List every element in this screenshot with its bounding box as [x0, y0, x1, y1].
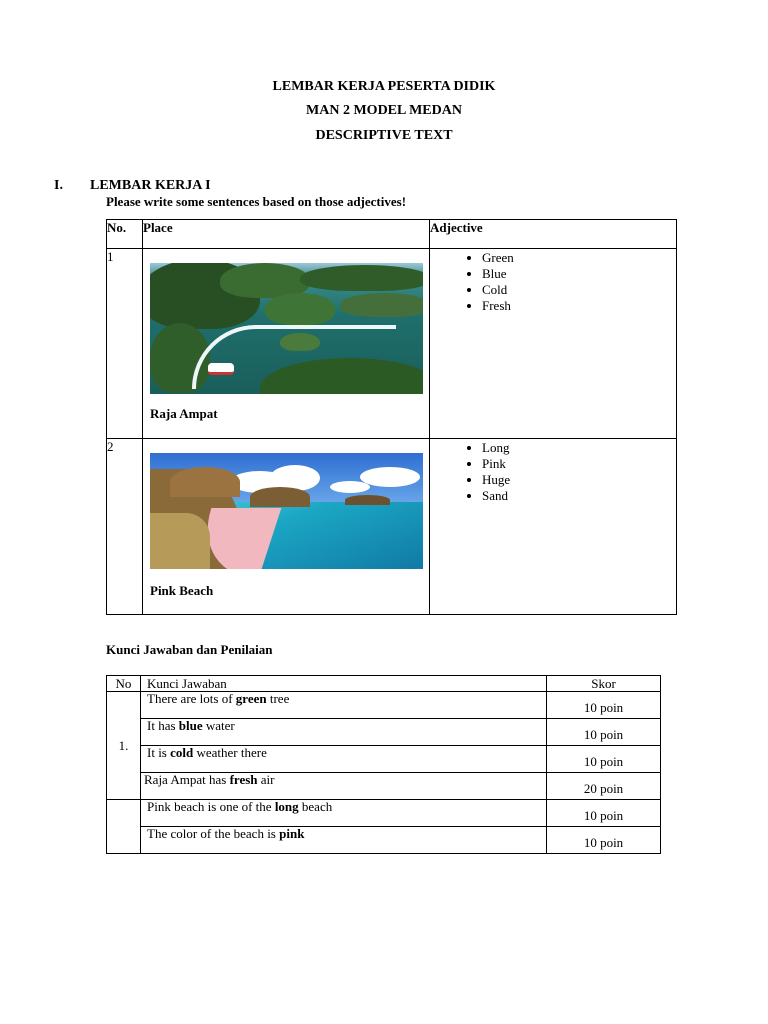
table-row: [107, 746, 661, 773]
list-item: • Fresh: [482, 298, 676, 314]
place-name: Pink Beach: [150, 583, 214, 598]
score-value: 10 poin: [547, 827, 661, 854]
answer-key-title: Kunci Jawaban dan Penilaian: [106, 642, 273, 657]
document-title: LEMBAR KERJA PESERTA DIDIK: [272, 79, 496, 94]
table-row: [107, 773, 661, 800]
section-title: LEMBAR KERJA I: [90, 178, 211, 193]
answer-text: Raja Ampat has fresh air: [141, 773, 547, 800]
worksheet-table: [106, 219, 677, 615]
score-value: 10 poin: [547, 719, 661, 746]
school-name: MAN 2 MODEL MEDAN: [306, 103, 462, 118]
place-name: Raja Ampat: [150, 406, 218, 421]
instruction: Please write some sentences based on those adjectives!: [106, 194, 407, 209]
list-item: • Cold: [482, 282, 676, 298]
row-number: 1: [107, 249, 143, 439]
answer-text: It is cold weather there: [141, 746, 547, 773]
section-number: I.: [54, 178, 63, 193]
table-row: [107, 692, 661, 719]
list-item: • Green: [482, 250, 676, 266]
score-value: 20 poin: [547, 773, 661, 800]
header-place: Place: [143, 220, 430, 249]
header-adjective: Adjective: [430, 220, 677, 249]
group-number: [107, 800, 141, 854]
answer-text: It has blue water: [141, 719, 547, 746]
document-subtitle: DESCRIPTIVE TEXT: [315, 128, 453, 143]
adjective-list: [430, 250, 676, 314]
table-row: [107, 719, 661, 746]
raja-ampat-photo: [150, 263, 423, 394]
adjective-cell: [430, 439, 677, 615]
answer-text: There are lots of green tree: [141, 692, 547, 719]
list-item: • Pink: [482, 456, 676, 472]
answer-text: The color of the beach is pink: [141, 827, 547, 854]
place-cell: [143, 249, 430, 439]
score-value: 10 poin: [547, 692, 661, 719]
header-no: No: [107, 676, 141, 692]
row-number: 2: [107, 439, 143, 615]
pink-beach-photo: [150, 453, 423, 569]
score-value: 10 poin: [547, 800, 661, 827]
header-score: Skor: [547, 676, 661, 692]
section-heading: [54, 178, 211, 194]
list-item: • Sand: [482, 488, 676, 504]
adjective-cell: [430, 249, 677, 439]
score-value: 10 poin: [547, 746, 661, 773]
table-row: [107, 800, 661, 827]
adjective-list: [430, 440, 676, 504]
table-header-row: [107, 676, 661, 692]
header-answer: Kunci Jawaban: [141, 676, 547, 692]
header-no: No.: [107, 220, 143, 249]
table-row: [107, 249, 677, 439]
group-number: 1.: [107, 692, 141, 800]
place-cell: [143, 439, 430, 615]
answer-key-table: [106, 675, 661, 854]
table-row: [107, 439, 677, 615]
answer-text: Pink beach is one of the long beach: [141, 800, 547, 827]
table-header-row: [107, 220, 677, 249]
list-item: • Blue: [482, 266, 676, 282]
list-item: • Long: [482, 440, 676, 456]
list-item: • Huge: [482, 472, 676, 488]
table-row: [107, 827, 661, 854]
